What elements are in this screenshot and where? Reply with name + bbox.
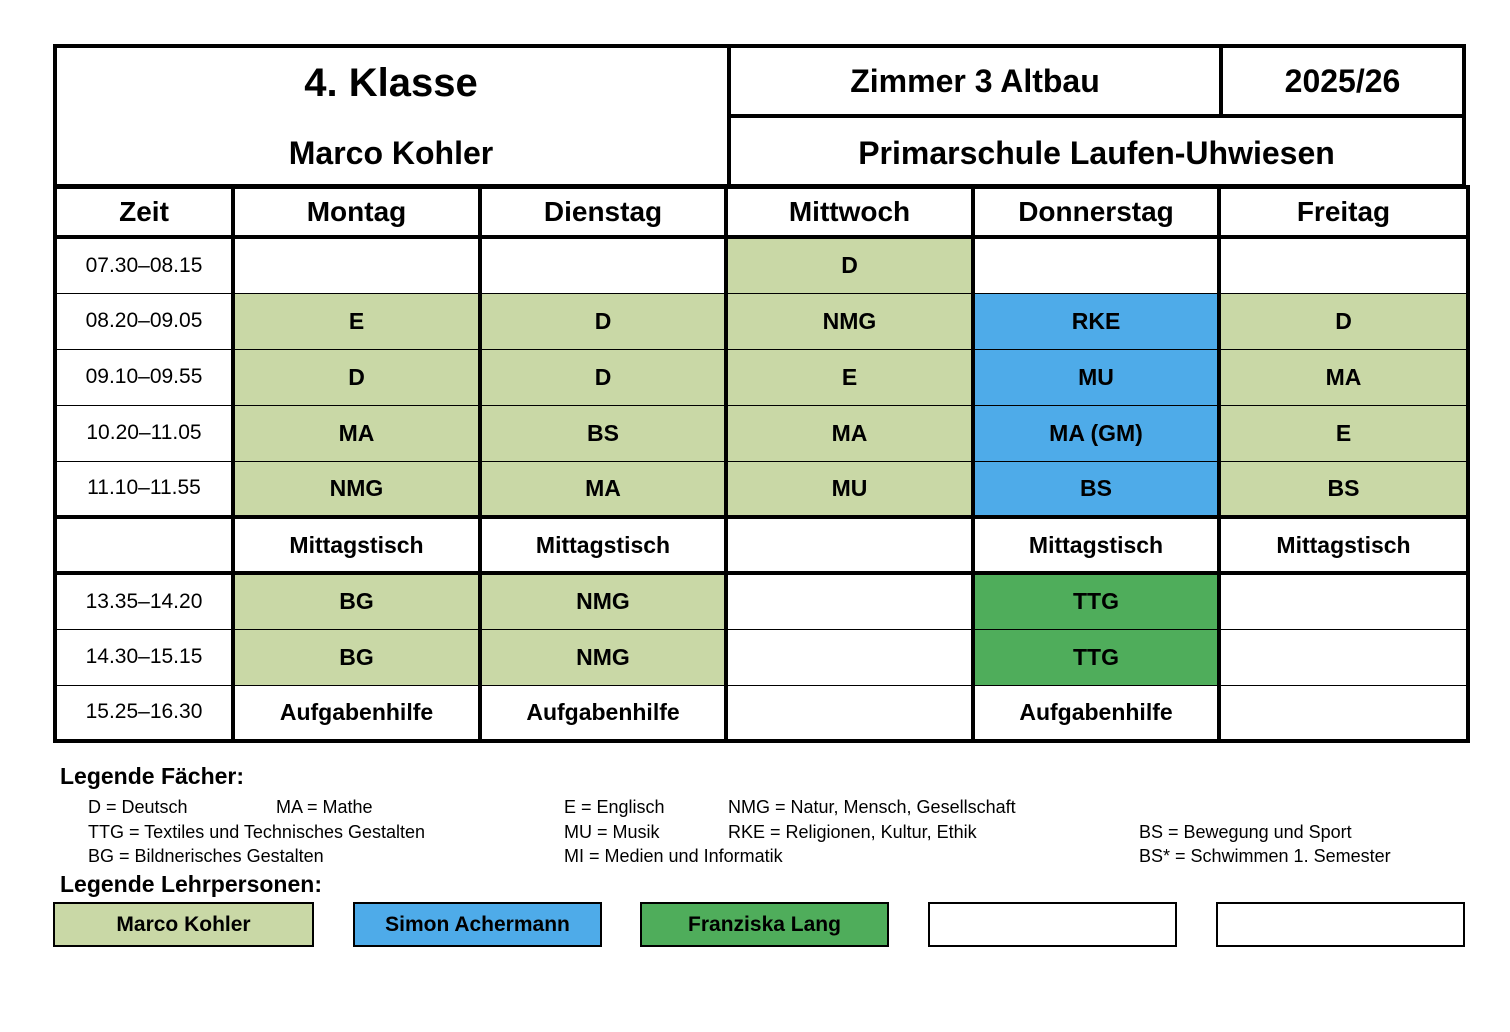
table-row (55, 349, 1468, 405)
col-header-thursday: Donnerstag (973, 187, 1219, 237)
legend-item: BS = Bewegung und Sport (1139, 822, 1352, 842)
lesson-cell: TTG (973, 629, 1219, 685)
lesson-cell: Aufgabenhilfe (233, 685, 480, 741)
lesson-cell (1219, 629, 1468, 685)
timetable (53, 185, 1470, 743)
time-cell: 14.30–15.15 (55, 629, 233, 685)
lesson-cell (726, 629, 973, 685)
room-label: Zimmer 3 Altbau (727, 48, 1219, 118)
legend-item: E = Englisch (564, 797, 665, 817)
col-header-monday: Montag (233, 187, 480, 237)
table-row (55, 293, 1468, 349)
lesson-cell (973, 237, 1219, 293)
table-row (55, 685, 1468, 741)
lesson-cell (726, 685, 973, 741)
time-cell: 13.35–14.20 (55, 573, 233, 629)
time-cell: 08.20–09.05 (55, 293, 233, 349)
class-title: 4. Klasse (304, 60, 478, 105)
legend-item: MA = Mathe (276, 797, 373, 817)
lesson-cell: Mittagstisch (233, 517, 480, 573)
lesson-cell: D (726, 237, 973, 293)
lesson-cell: E (1219, 405, 1468, 461)
lesson-cell: MU (973, 349, 1219, 405)
teacher-key-empty (1216, 902, 1465, 947)
legend-item: NMG = Natur, Mensch, Gesellschaft (728, 797, 1016, 817)
table-row (55, 573, 1468, 629)
lesson-cell: BS (480, 405, 726, 461)
lesson-cell: BS (973, 461, 1219, 517)
lesson-cell: MA (GM) (973, 405, 1219, 461)
teacher-legend-title: Legende Lehrpersonen: (60, 871, 322, 897)
time-cell: 15.25–16.30 (55, 685, 233, 741)
lesson-cell: NMG (480, 573, 726, 629)
col-header-time: Zeit (55, 187, 233, 237)
legend-item: BS* = Schwimmen 1. Semester (1139, 846, 1391, 866)
lesson-cell: BG (233, 573, 480, 629)
lesson-cell: TTG (973, 573, 1219, 629)
time-cell: 10.20–11.05 (55, 405, 233, 461)
lesson-cell: D (1219, 293, 1468, 349)
subject-legend-title: Legende Fächer: (60, 763, 245, 789)
lesson-cell: RKE (973, 293, 1219, 349)
table-row (55, 237, 1468, 293)
lesson-cell: Aufgabenhilfe (973, 685, 1219, 741)
lesson-cell: MA (726, 405, 973, 461)
legend-item: BG = Bildnerisches Gestalten (88, 846, 324, 866)
class-teacher: Marco Kohler (288, 134, 494, 171)
lesson-cell (480, 237, 726, 293)
lunch-row (55, 517, 1468, 573)
teacher-key-marco-kohler: Marco Kohler (53, 902, 314, 947)
lesson-cell (1219, 573, 1468, 629)
lesson-cell: BG (233, 629, 480, 685)
teacher-key-empty (928, 902, 1177, 947)
school-year: 2025/26 (1219, 48, 1462, 118)
lesson-cell (726, 573, 973, 629)
teacher-key-franziska-lang: Franziska Lang (640, 902, 889, 947)
time-cell: 07.30–08.15 (55, 237, 233, 293)
table-row (55, 405, 1468, 461)
col-header-wednesday: Mittwoch (726, 187, 973, 237)
lesson-cell: E (233, 293, 480, 349)
legend-item: RKE = Religionen, Kultur, Ethik (728, 822, 977, 842)
lesson-cell: NMG (480, 629, 726, 685)
lesson-cell (726, 517, 973, 573)
legend-item: D = Deutsch (88, 797, 188, 817)
table-row (55, 629, 1468, 685)
lesson-cell: D (233, 349, 480, 405)
time-cell: 09.10–09.55 (55, 349, 233, 405)
lesson-cell: MA (1219, 349, 1468, 405)
lesson-cell: NMG (726, 293, 973, 349)
school-name: Primarschule Laufen-Uhwiesen (727, 118, 1462, 188)
lesson-cell (1219, 685, 1468, 741)
lesson-cell: Mittagstisch (1219, 517, 1468, 573)
lesson-cell: MU (726, 461, 973, 517)
col-header-tuesday: Dienstag (480, 187, 726, 237)
legend-item: MU = Musik (564, 822, 660, 842)
lesson-cell: D (480, 293, 726, 349)
day-header-row (55, 187, 1468, 237)
lesson-cell: NMG (233, 461, 480, 517)
lesson-cell: E (726, 349, 973, 405)
legend-item: MI = Medien und Informatik (564, 846, 783, 866)
teacher-key-simon-achermann: Simon Achermann (353, 902, 602, 947)
timetable-header (53, 44, 1466, 188)
lesson-cell: Aufgabenhilfe (480, 685, 726, 741)
col-header-friday: Freitag (1219, 187, 1468, 237)
lesson-cell: Mittagstisch (973, 517, 1219, 573)
table-row (55, 461, 1468, 517)
time-cell (55, 517, 233, 573)
lesson-cell (233, 237, 480, 293)
lesson-cell: MA (480, 461, 726, 517)
lesson-cell: BS (1219, 461, 1468, 517)
lesson-cell: Mittagstisch (480, 517, 726, 573)
legend-item: TTG = Textiles und Technisches Gestalten (88, 822, 426, 842)
lesson-cell: MA (233, 405, 480, 461)
lesson-cell (1219, 237, 1468, 293)
lesson-cell: D (480, 349, 726, 405)
time-cell: 11.10–11.55 (55, 461, 233, 517)
